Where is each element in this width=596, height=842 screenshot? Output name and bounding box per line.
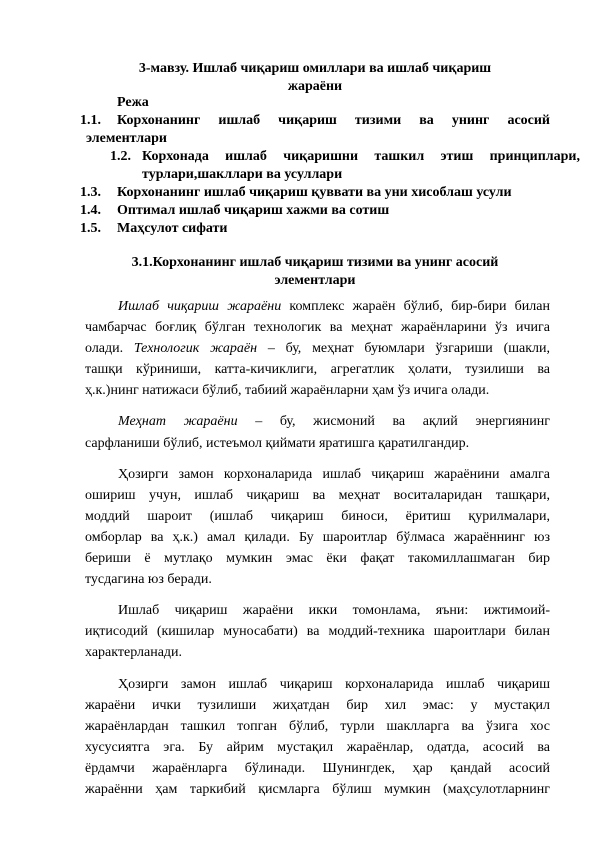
- plan-label: Режа: [117, 95, 149, 110]
- title-line: 3-мавзу. Ишлаб чиқариш омиллари ва ишлаб чиқариш: [138, 61, 492, 76]
- paragraph-line: жараёни ички тузилиши жиҳатдан бир хил эмас: у мустақил: [85, 697, 550, 713]
- paragraph: [85, 464, 550, 591]
- paragraph-line: [85, 338, 550, 359]
- plan-outline: [80, 112, 580, 238]
- outline-number: 1.1.: [80, 113, 101, 128]
- outline-number: 1.5.: [80, 221, 101, 236]
- body-text: [85, 296, 550, 800]
- outline-item: [80, 112, 550, 130]
- text-span: – бу, жисмоний ва ақлий энергиянинг: [237, 414, 550, 430]
- outline-item: [80, 202, 550, 220]
- outline-item: [80, 148, 580, 166]
- paragraph: [85, 296, 550, 401]
- outline-number: 1.4.: [80, 203, 101, 218]
- outline-text: Корхонанинг ишлаб чиқариш қуввати ва уни хисоблаш усули: [117, 185, 512, 200]
- section-heading: [100, 254, 530, 290]
- outline-text-continued: турлари,шакллари ва усуллари: [142, 167, 343, 182]
- paragraph-line: чамбарчас боғлиқ бўлган технологик ва меҳнат жараёнларини ўз ичига: [85, 320, 550, 336]
- paragraph-line: жараёнлардан ташкил топган бўлиб, турли шаклларга ва ўзига хос: [85, 718, 550, 734]
- paragraph: [85, 411, 550, 453]
- paragraph-line: характерланади.: [85, 645, 183, 661]
- paragraph-line: иқтисодий (кишилар муносабати) ва моддий-техника шароитлари билан: [85, 624, 550, 640]
- outline-text-continued: элементлари: [86, 131, 167, 146]
- outline-item: [80, 184, 550, 202]
- text-span: – бу, меҳнат буюмлари ўзгариши (шакли,: [257, 341, 550, 357]
- term-emphasis: Меҳнат жараёни: [118, 414, 238, 430]
- paragraph-line: [85, 296, 550, 317]
- outline-text: Корхонанинг ишлаб чиқариш тизими ва унинг асосий: [117, 113, 550, 128]
- paragraph-line: омборлар ва ҳ.к.) амал қилади. Бу шароитлар бўлмаса жараённинг юз: [85, 529, 550, 545]
- outline-text: Оптимал ишлаб чиқариш хажми ва сотиш: [117, 203, 390, 218]
- paragraph-line: тусдагина юз беради.: [85, 572, 212, 588]
- paragraph: [85, 674, 550, 801]
- term-emphasis: Ишлаб чиқариш жараёни: [118, 299, 282, 314]
- term-emphasis: Технологик жараён: [133, 341, 258, 357]
- paragraph-line: ошириш учун, ишлаб чиқариш ва меҳнат воситаларидан ташқари,: [85, 487, 550, 503]
- outline-number: 1.2.: [110, 149, 131, 164]
- paragraph-line: жараённи ҳам таркибий қисмларга бўлиш мумкин (маҳсулотларнинг: [85, 781, 550, 797]
- paragraph-line: моддий шароит (ишлаб чиқариш биноси, ёритиш қурилмалари,: [85, 508, 550, 524]
- paragraph-line: Ҳозирги замон корхоналарида ишлаб чиқариш жараёнини амалга: [118, 466, 550, 482]
- outline-number: 1.3.: [80, 185, 101, 200]
- section-heading-line: элементлари: [274, 273, 356, 288]
- outline-text: Корхонада ишлаб чиқаришни ташкил этиш принциплари,: [142, 149, 580, 164]
- outline-text: Маҳсулот сифати: [117, 221, 228, 236]
- paragraph: [85, 600, 550, 663]
- paragraph-line: ёрдамчи жараёнларга бўлинади. Шунингдек, ҳар қандай асосий: [85, 760, 550, 776]
- paragraph-line: Ҳозирги замон ишлаб чиқариш корхоналарида ишлаб чиқариш: [118, 676, 550, 692]
- title-line: жараёни: [287, 79, 343, 94]
- paragraph-line: сарфланиши бўлиб, истеъмол қиймати яратишга қаратилгандир.: [85, 435, 470, 451]
- text-span: олади.: [85, 341, 134, 357]
- paragraph-line: ҳ.к.)нинг натижаси бўлиб, табиий жараёнларни ҳам ўз ичига олади.: [85, 383, 490, 399]
- paragraph-line: [85, 411, 550, 432]
- paragraph-line: бериши ё мутлақо мумкин эмас ёки фақат такомиллашмаган бир: [85, 551, 550, 567]
- outline-item: [80, 220, 550, 238]
- paragraph-line: ташқи кўриниши, катта-кичиклиги, агрегатлик ҳолати, тузилиши ва: [85, 362, 550, 378]
- paragraph-line: хусусиятга эга. Бу айрим мустақил жараёнлар, одатда, асосий ва: [85, 739, 550, 755]
- section-heading-line: 3.1.Корхонанинг ишлаб чиқариш тизими ва унинг асосий: [131, 255, 499, 270]
- paragraph-line: Ишлаб чиқариш жараёни икки томонлама, яъни: ижтимоий-: [118, 603, 550, 619]
- text-span: комплекс жараён бўлиб, бир-бири билан: [281, 299, 550, 314]
- page-title: [100, 60, 530, 96]
